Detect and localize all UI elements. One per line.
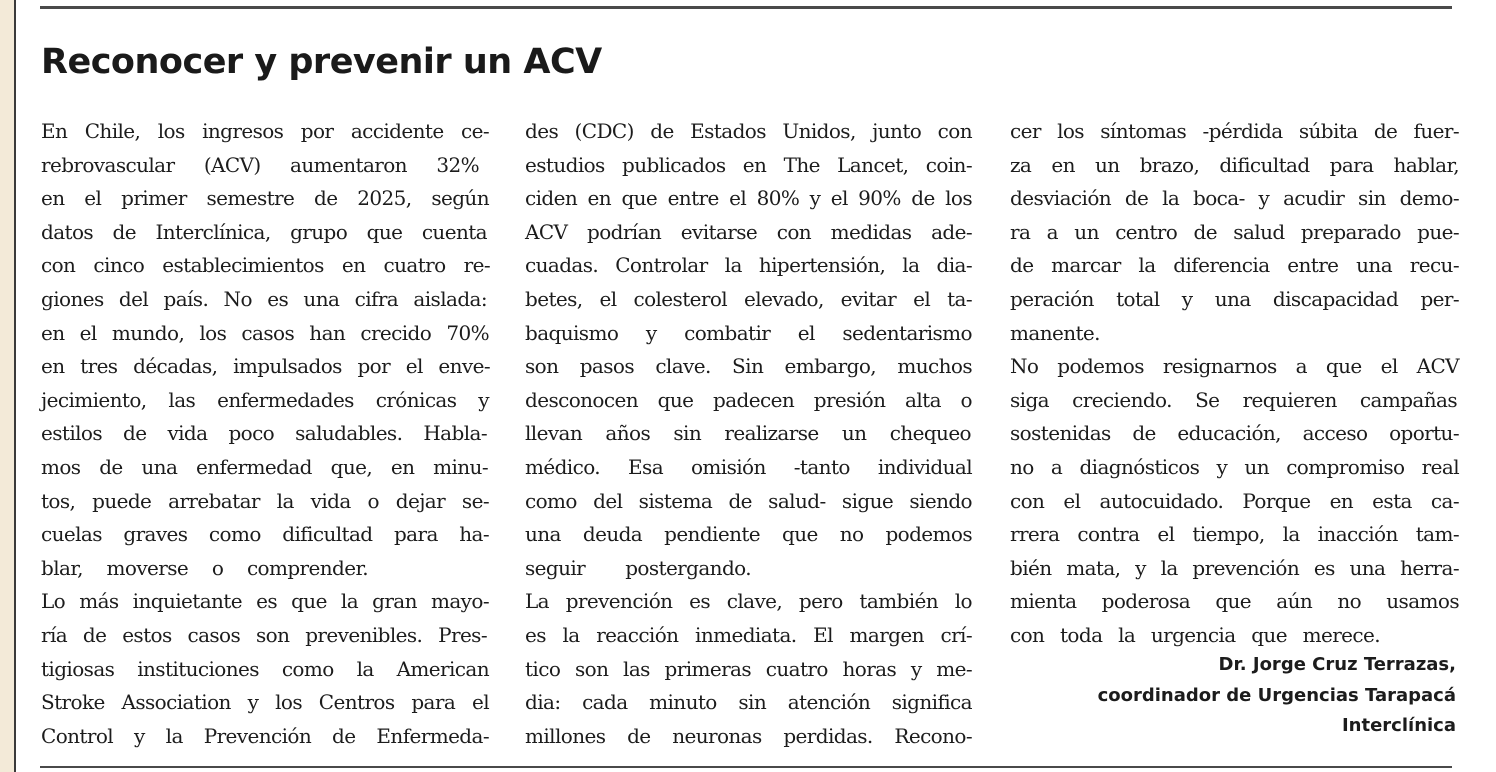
article-column-2	[525, 115, 977, 753]
article-line: desviación de la boca- y acudir sin demo-	[1010, 186, 1459, 211]
article-line: con toda la urgencia que merece.	[1010, 622, 1380, 647]
article-line: mienta poderosa que aún no usamos	[1010, 589, 1459, 614]
article-line: en tres décadas, impulsados por el enve-	[41, 354, 490, 379]
article-column-1	[41, 115, 493, 753]
article-line: siga creciendo. Se requieren campañas	[1010, 387, 1457, 412]
page-edge-line	[14, 0, 16, 772]
article-line: jecimiento, las enfermedades crónicas y	[41, 387, 489, 412]
article-line: peración total y una discapacidad per-	[1010, 286, 1459, 311]
article-line: rrera contra el tiempo, la inacción tam-	[1010, 522, 1459, 547]
article-line: cuelas graves como dificultad para ha-	[41, 522, 489, 547]
article-line: con cinco establecimientos en cuatro re-	[41, 253, 490, 278]
article-line: betes, el colesterol elevado, evitar el ta-	[525, 286, 972, 311]
article-line: cuadas. Controlar la hipertensión, la dia-	[525, 253, 972, 278]
top-divider	[40, 6, 1452, 9]
article-line: estudios publicados en The Lancet, coin-	[525, 152, 972, 177]
author-organization: Interclínica	[1341, 715, 1456, 736]
article-line: rebrovascular (ACV) aumentaron 32%	[41, 152, 479, 177]
article-line: médico. Esa omisión -tanto individual	[525, 454, 972, 479]
article-line: llevan años sin realizarse un chequeo	[525, 421, 971, 446]
article-line: Control y la Prevención de Enfermeda-	[41, 723, 489, 748]
article-line: como del sistema de salud- sigue siendo	[525, 488, 972, 513]
article-line: una deuda pendiente que no podemos	[525, 522, 972, 547]
article-line: estilos de vida poco saludables. Habla-	[41, 421, 487, 446]
article-line: seguir postergando.	[525, 555, 751, 580]
article-line: tigiosas instituciones como la American	[41, 656, 489, 681]
article-line: Stroke Association y los Centros para el	[41, 690, 489, 715]
article-line: datos de Interclínica, grupo que cuenta	[41, 219, 487, 244]
article-line: Lo más inquietante es que la gran mayo-	[41, 589, 489, 614]
article-line: des (CDC) de Estados Unidos, junto con	[525, 119, 972, 143]
author-name: Dr. Jorge Cruz Terrazas,	[1218, 654, 1456, 675]
article-line: ACV podrían evitarse con medidas ade-	[525, 219, 972, 244]
article-column-3	[1010, 115, 1462, 653]
article-line: ría de estos casos son prevenibles. Pres-	[41, 622, 487, 647]
bottom-divider	[40, 766, 1452, 768]
author-signature	[1098, 650, 1456, 742]
article-line: desconocen que padecen presión alta o	[525, 387, 972, 412]
article-line: no a diagnósticos y un compromiso real	[1010, 454, 1459, 479]
article-line: en el mundo, los casos han crecido 70%	[41, 320, 489, 345]
article-line: ciden en que entre el 80% y el 90% de los	[525, 186, 972, 211]
article-line: bién mata, y la prevención es una herra-	[1010, 555, 1459, 580]
article-line: es la reacción inmediata. El margen crí-	[525, 622, 972, 647]
article-line: La prevención es clave, pero también lo	[525, 589, 972, 614]
article-line: ra a un centro de salud preparado pue-	[1010, 219, 1459, 244]
article-line: en el primer semestre de 2025, según	[41, 186, 489, 211]
article-line: de marcar la diferencia entre una recu-	[1010, 253, 1459, 278]
article-line: giones del país. No es una cifra aislada:	[41, 286, 487, 311]
article-line: baquismo y combatir el sedentarismo	[525, 320, 972, 345]
author-role: coordinador de Urgencias Tarapacá	[1097, 684, 1456, 706]
article-line: mos de una enfermedad que, en minu-	[41, 454, 488, 479]
article-line: za en un brazo, dificultad para hablar,	[1010, 152, 1459, 177]
article-headline: Reconocer y prevenir un ACV	[41, 42, 602, 82]
article-line: blar, moverse o comprender.	[41, 555, 368, 580]
article-line: con el autocuidado. Porque en esta ca-	[1010, 488, 1459, 513]
article-line: dia: cada minuto sin atención significa	[525, 690, 972, 715]
article-line: No podemos resignarnos a que el ACV	[1010, 354, 1459, 379]
article-line: En Chile, los ingresos por accidente ce-	[41, 119, 489, 143]
article-line: tico son las primeras cuatro horas y me-	[525, 656, 972, 681]
article-line: son pasos clave. Sin embargo, muchos	[525, 354, 972, 379]
article-line: millones de neuronas perdidas. Recono-	[525, 723, 972, 748]
article-line: manente.	[1010, 320, 1100, 345]
article-line: cer los síntomas -pérdida súbita de fuer-	[1010, 119, 1459, 143]
article-line: tos, puede arrebatar la vida o dejar se-	[41, 488, 489, 513]
article-line: sostenidas de educación, acceso oportu-	[1010, 421, 1459, 446]
